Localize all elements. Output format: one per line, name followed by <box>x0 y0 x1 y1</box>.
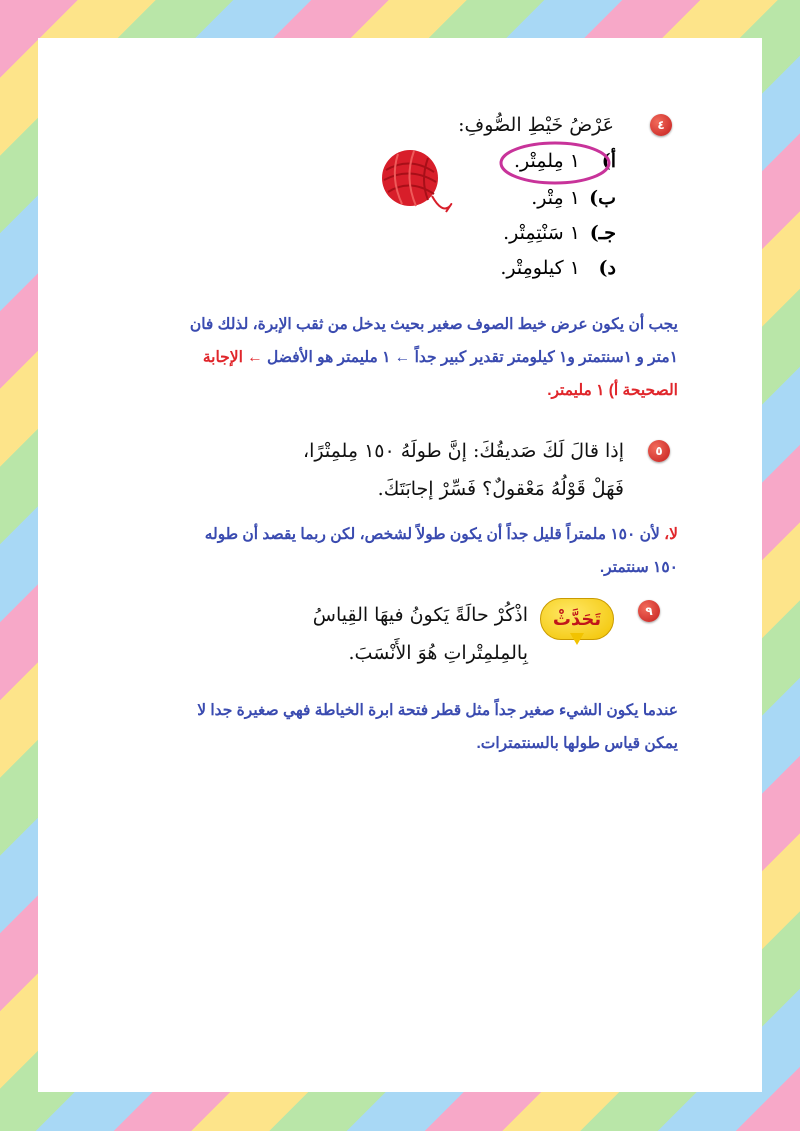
answer-circle <box>498 140 612 186</box>
answer-paragraph <box>118 518 678 584</box>
talk-bubble-tail <box>570 633 584 645</box>
option-letter: ب) <box>589 187 616 209</box>
option-c[interactable] <box>503 222 616 244</box>
question-number-badge: ٥ <box>648 440 670 462</box>
answer-paragraph <box>118 308 678 407</box>
question-title: عَرْضُ خَيْطِ الصُّوفِ: <box>458 114 614 136</box>
question-number-badge: ٤ <box>650 114 672 136</box>
answer-line: عندما يكون الشيء صغير جداً مثل قطر فتحة ابرة الخياطة فهي صغيرة جدا لا <box>197 702 678 719</box>
question-text: فَهَلْ قَوْلُهُ مَعْقولٌ؟ فَسِّرْ إجابَتَكَ. <box>377 478 624 500</box>
option-text: ١ كيلومِتْر. <box>500 257 580 279</box>
answer-line <box>118 518 678 551</box>
answer-line <box>118 341 678 374</box>
question-text: إذا قالَ لَكَ صَديقُكَ: إنَّ طولَهُ ١٥٠ مِلمِتْرًا، <box>302 440 624 462</box>
option-letter: جـ) <box>589 222 616 244</box>
option-letter: أ) <box>601 150 616 172</box>
option-text: ١ مِتْر. <box>531 187 580 209</box>
answer-line: ١٥٠ سنتمتر. <box>599 559 678 576</box>
option-d[interactable] <box>500 257 616 279</box>
answer-highlight: ← الإجابة <box>202 349 263 366</box>
option-b[interactable] <box>531 187 616 209</box>
talk-speech-bubble: تَحَدَّثْ <box>540 598 614 640</box>
option-letter: د) <box>598 257 616 279</box>
option-text: ١ مِلمِتْر. <box>513 150 580 172</box>
question-text: اذْكُرْ حالَةً يَكونُ فيهَا القِياسُ <box>312 604 528 626</box>
option-text: ١ سَنْتِمِتْر. <box>503 222 580 244</box>
answer-line: يمكن قياس طولها بالسنتمترات. <box>476 735 678 752</box>
question-number-badge: ٩ <box>638 600 660 622</box>
answer-paragraph <box>118 694 678 760</box>
answer-highlight: لا، <box>659 526 678 543</box>
answer-text: لأن ١٥٠ ملمتراً قليل جداً أن يكون طولاً لشخص، لكن ربما يقصد أن طوله <box>204 526 660 543</box>
answer-line: الصحيحة أ) ١ مليمتر. <box>547 382 678 399</box>
answer-line: يجب أن يكون عرض خيط الصوف صغير بحيث يدخل من ثقب الإبرة، لذلك فان <box>189 316 678 333</box>
question-text: بِالمِلمِتْراتِ هُوَ الأَنْسَبَ. <box>348 642 528 664</box>
yarn-ball-image <box>380 148 460 220</box>
answer-text: ١متر و ١سنتمتر و١ كيلومتر تقدير كبير جداً ← ١ مليمتر هو الأفضل <box>262 349 678 366</box>
